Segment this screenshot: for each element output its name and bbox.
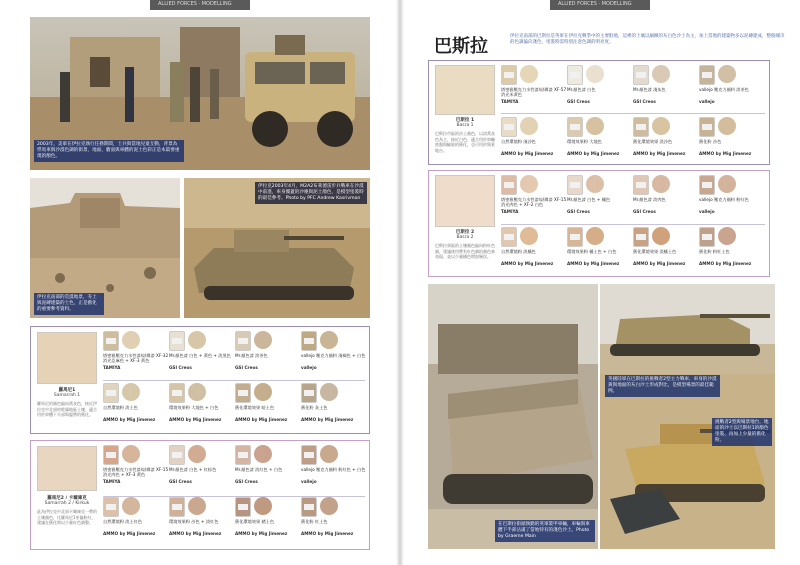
paint-name: Mr.顏色漆 淡肉色 [633, 197, 666, 202]
paint-name: Mr.顏色漆 淡紅色 + 白色 [235, 467, 283, 472]
sample-title: 巴斯拉 1 Basra 1 [455, 118, 475, 128]
big-swatch [435, 65, 495, 115]
paint-item [235, 383, 302, 423]
paint-brand: AMMO by Mig Jimenez [567, 261, 620, 266]
color-swatch [320, 497, 338, 515]
paint-item [699, 227, 766, 267]
paint-name: 自然環境粉 淺沙色 [501, 139, 536, 144]
low-photo-caption: 伊拉克南部的荒漠地景，夯土與泥磚建築的土色，正是舊化的重要參考資料。 [34, 293, 104, 315]
paint-brand: GSI Creos [633, 209, 656, 214]
paint-jar-icon [501, 65, 517, 85]
paint-jar-icon [169, 383, 185, 403]
paint-brand: TAMIYA [501, 209, 519, 214]
paint-jar-icon [169, 497, 185, 517]
paint-item [699, 65, 766, 105]
paint-item [501, 117, 568, 157]
paint-jar-icon [501, 117, 517, 137]
paint-box-samarrah-1 [30, 326, 370, 434]
color-swatch [320, 331, 338, 349]
paint-item [103, 383, 170, 423]
paint-item [301, 383, 368, 423]
paint-brand: AMMO by Mig Jimenez [567, 151, 620, 156]
paint-jar-icon [633, 117, 649, 137]
sample-description: 巴斯拉市區的沙土顏色，以淡黃灰色為主，接近白色，適合用於車輛底盤與輪胎的舊化，也可用於場景地台。 [435, 131, 495, 153]
color-swatch [188, 445, 206, 463]
paint-name: vallejo 壓克力顏料 淺褐色 + 白色 [301, 353, 366, 358]
paint-brand: GSI Creos [567, 209, 590, 214]
paint-brand: AMMO by Mig Jimenez [633, 261, 686, 266]
paint-item [633, 117, 700, 157]
paint-brand: AMMO by Mig Jimenez [103, 531, 156, 536]
color-swatch [320, 383, 338, 401]
mid-photo-caption: 伊拉克2003年4月，M2A2布萊德雷步兵戰車在沙漠中前進，車身覆蓋的沙塵與泥土顏色，是模型塗裝時的最佳參考。Photo by PFC Andrew Kasrivmon [255, 182, 367, 204]
paint-jar-icon [567, 117, 583, 137]
color-swatch [586, 65, 604, 83]
color-swatch [254, 497, 272, 515]
paint-brand: vallejo [301, 479, 317, 484]
paint-jar-icon [103, 331, 119, 351]
paint-name: Mr.顏色漆 白色 + 紅棕色 [169, 467, 217, 472]
color-swatch [520, 65, 538, 83]
paint-jar-icon [501, 175, 517, 195]
paint-jar-icon [301, 497, 317, 517]
paint-brand: AMMO by Mig Jimenez [235, 417, 288, 422]
paint-item [301, 331, 368, 371]
paint-brand: GSI Creos [633, 99, 656, 104]
photo-caption-2: 在巴斯拉街頭執勤的英軍裝甲車輛，車輪與車體下半部沾滿了當地特有的淺色沙土。Photo by Graeme Main [495, 520, 595, 542]
paint-item [103, 331, 170, 371]
paint-brand: TAMIYA [501, 99, 519, 104]
color-swatch [254, 383, 272, 401]
paint-name: 環境效果粉 沙色 + 淡紅色 [169, 519, 219, 524]
paint-item [699, 175, 766, 215]
color-swatch [520, 175, 538, 193]
paint-name: 舊化粉 粉紅土色 [699, 249, 730, 254]
paint-brand: AMMO by Mig Jimenez [699, 261, 752, 266]
paint-item [633, 65, 700, 105]
color-swatch [652, 175, 670, 193]
paint-jar-icon [633, 175, 649, 195]
paint-brand: GSI Creos [567, 99, 590, 104]
paint-jar-icon [103, 445, 119, 465]
paint-brand: AMMO by Mig Jimenez [699, 151, 752, 156]
paint-item [103, 497, 170, 537]
paint-name: 環境效果粉 橘土色 + 白色 [567, 249, 617, 254]
big-swatch [37, 332, 97, 384]
paint-item [567, 65, 634, 105]
sample-title: 羅馬尼2 / 卡爾庫克 Samarrah 2 / Kirkuk [44, 496, 90, 506]
color-swatch [188, 497, 206, 515]
paint-name: 自然環境粉 淡土色 [103, 405, 138, 410]
page-title: 巴斯拉 [434, 36, 488, 57]
paint-jar-icon [301, 445, 317, 465]
paint-brand: vallejo [699, 209, 715, 214]
paint-item [633, 175, 700, 215]
paint-name: Mr.顏色漆 白色 + 橘色 [567, 197, 611, 202]
paint-brand: GSI Creos [169, 365, 192, 370]
color-swatch [586, 175, 604, 193]
paint-brand: AMMO by Mig Jimenez [301, 417, 354, 422]
paint-name: 舊化環境效果 淡橘土色 [633, 249, 677, 254]
photo-caption-1: 英國陸軍在巴斯拉的挑戰者2型主力戰車，車身的沙漠黃與地面的灰白沙土形成對比，是模型場景的最佳範例。 [605, 375, 720, 397]
paint-name: 舊化粉 紅土色 [301, 519, 328, 524]
paint-brand: GSI Creos [235, 479, 258, 484]
paint-jar-icon [501, 227, 517, 247]
paint-item [567, 175, 634, 215]
paint-jar-icon [633, 65, 649, 85]
paint-brand: GSI Creos [169, 479, 192, 484]
paint-name: 舊化環境效果 暗土色 [235, 405, 275, 410]
color-swatch [122, 331, 140, 349]
intro-text: 伊拉克南部的巴斯拉是英軍在伊拉克戰爭中的主要駐地，這裡的土壤以細緻的灰白色沙土為主，加上當地的建築物多以泥磚建成，整個城市的色調偏向淺色，塗裝時需特別注意色調的明亮度。 [510, 34, 785, 45]
paint-brand: AMMO by Mig Jimenez [169, 417, 222, 422]
sample-title: 羅馬尼1 Samarrah 1 [53, 388, 81, 398]
color-swatch [520, 117, 538, 135]
paint-name: vallejo 壓克力顏料 淡茶色 [699, 87, 749, 92]
paint-name: Mr.顏色漆 淡茶色 [235, 353, 268, 358]
left-header-text: ALLIED FORCES · MODELLING [158, 1, 232, 7]
photo-armored-vehicle [428, 284, 598, 549]
paint-brand: GSI Creos [235, 365, 258, 370]
paint-jar-icon [301, 331, 317, 351]
paint-jar-icon [567, 65, 583, 85]
paint-brand: AMMO by Mig Jimenez [633, 151, 686, 156]
paint-jar-icon [699, 175, 715, 195]
grid-divider [501, 224, 765, 225]
grid-divider [501, 113, 765, 114]
paint-brand: vallejo [699, 99, 715, 104]
paint-name: 自然環境粉 淡土紅色 [103, 519, 143, 524]
paint-item [501, 227, 568, 267]
color-swatch [122, 497, 140, 515]
sample-title: 巴斯拉 2 Basra 2 [455, 230, 475, 240]
paint-jar-icon [633, 227, 649, 247]
color-swatch [718, 227, 736, 245]
page-gutter [396, 0, 404, 565]
big-swatch [435, 175, 495, 227]
color-swatch [122, 445, 140, 463]
paint-jar-icon [699, 117, 715, 137]
paint-name: Mr.顏色漆 白色 + 黃色 + 淡黑色 [169, 353, 231, 358]
paint-item [301, 497, 368, 537]
paint-item [235, 445, 302, 485]
paint-item [169, 497, 236, 537]
grid-divider [103, 380, 365, 381]
paint-name: 舊化粉 灰土色 [301, 405, 328, 410]
paint-item [501, 65, 568, 105]
top-photo-caption: 2003年，美軍在伊拉克執行任務期間，士兵與當地兒童互動，背景為悍馬車與沙漠色調的街景，地面、牆面與車體的泥土色彩正是本篇要重現的顏色。 [34, 140, 184, 162]
paint-jar-icon [699, 65, 715, 85]
paint-item [169, 445, 236, 485]
paint-jar-icon [567, 227, 583, 247]
paint-item [169, 383, 236, 423]
color-swatch [520, 227, 538, 245]
paint-jar-icon [567, 175, 583, 195]
right-page [400, 0, 800, 565]
paint-name: 舊化粉 沙色 [699, 139, 722, 144]
sample-description: 此為伊拉克中北部卡爾庫克一帶的土壤顏色，比羅馬尼1更偏粉紅，建議在舊化時以少量紅色調整。 [37, 509, 97, 525]
color-swatch [652, 65, 670, 83]
paint-item [103, 445, 170, 485]
paint-item [567, 227, 634, 267]
paint-name: Mr.顏色漆 白色 [567, 87, 596, 92]
paint-name: 環境效果粉 大地色 [567, 139, 602, 144]
paint-jar-icon [235, 497, 251, 517]
paint-name: 舊化環境效果 赭土色 [235, 519, 275, 524]
color-swatch [188, 383, 206, 401]
paint-jar-icon [169, 331, 185, 351]
paint-jar-icon [235, 331, 251, 351]
paint-name: vallejo 壓克力顏料 粉紅色 [699, 197, 749, 202]
color-swatch [718, 117, 736, 135]
sample-description: 巴斯拉郊區的土壤顏色偏向粉紅色調，建議使用帶有紅色調的顏色來表現，並以少量橘色增加層次。 [435, 243, 495, 259]
paint-jar-icon [301, 383, 317, 403]
paint-box-basra-2 [428, 170, 770, 277]
color-swatch [254, 331, 272, 349]
paint-brand: AMMO by Mig Jimenez [103, 417, 156, 422]
big-swatch [37, 446, 97, 491]
paint-item [235, 497, 302, 537]
color-swatch [652, 227, 670, 245]
paint-jar-icon [235, 383, 251, 403]
color-swatch [586, 117, 604, 135]
paint-brand: AMMO by Mig Jimenez [235, 531, 288, 536]
color-swatch [586, 227, 604, 245]
paint-item [301, 445, 368, 485]
paint-name: 自然環境粉 淡橘色 [501, 249, 536, 254]
paint-jar-icon [103, 383, 119, 403]
paint-item [633, 227, 700, 267]
paint-name: 舊化環境效果 淡沙色 [633, 139, 673, 144]
color-swatch [718, 175, 736, 193]
paint-jar-icon [699, 227, 715, 247]
paint-jar-icon [169, 445, 185, 465]
paint-name: 塔密雅壓克力水性漆/琺瑯漆 XF-15 消光肉色 + XF-2 白色 [501, 197, 567, 208]
paint-box-basra-1 [428, 60, 770, 165]
right-header-text: ALLIED FORCES · MODELLING [558, 1, 632, 7]
paint-name: 環境效果粉 大地色 + 白色 [169, 405, 219, 410]
photo-challenger-tank [600, 284, 775, 549]
paint-item [235, 331, 302, 371]
paint-brand: TAMIYA [103, 365, 121, 370]
color-swatch [122, 383, 140, 401]
paint-name: 塔密雅壓克力水性漆/琺瑯漆 XF-57 消光米黃色 [501, 87, 567, 98]
color-swatch [254, 445, 272, 463]
color-swatch [718, 65, 736, 83]
paint-name: 塔密雅壓克力水性漆/琺瑯漆 XF-15 消光肉色 + XF-3 黃色 [103, 467, 169, 478]
paint-brand: AMMO by Mig Jimenez [301, 531, 354, 536]
paint-brand: vallejo [301, 365, 317, 370]
paint-jar-icon [103, 497, 119, 517]
paint-brand: TAMIYA [103, 479, 121, 484]
paint-name: vallejo 壓克力顏料 粉紅色 + 白色 [301, 467, 366, 472]
paint-name: 塔密雅壓克力水性漆/琺瑯漆 XF-32 消光亞麻色 + XF-3 黃色 [103, 353, 169, 364]
paint-brand: AMMO by Mig Jimenez [169, 531, 222, 536]
paint-item [169, 331, 236, 371]
paint-item [699, 117, 766, 157]
paint-brand: AMMO by Mig Jimenez [501, 261, 554, 266]
paint-box-samarrah-2 [30, 440, 370, 550]
color-swatch [320, 445, 338, 463]
color-swatch [652, 117, 670, 135]
sample-description: 羅馬尼的顏色偏向黃灰色，接近伊拉克中北部的乾燥地區土壤，適合用於車體下半部與履帶的舊化。 [37, 401, 97, 417]
paint-jar-icon [235, 445, 251, 465]
paint-item [501, 175, 568, 215]
photo-caption-3: 挑戰者2型與場景地台，地面的沙土以巴斯拉1的顏色塗裝，再加上少量的舊化粉。 [712, 418, 772, 446]
paint-name: Mr.顏色漆 淺灰色 [633, 87, 666, 92]
paint-brand: AMMO by Mig Jimenez [501, 151, 554, 156]
color-swatch [188, 331, 206, 349]
paint-item [567, 117, 634, 157]
